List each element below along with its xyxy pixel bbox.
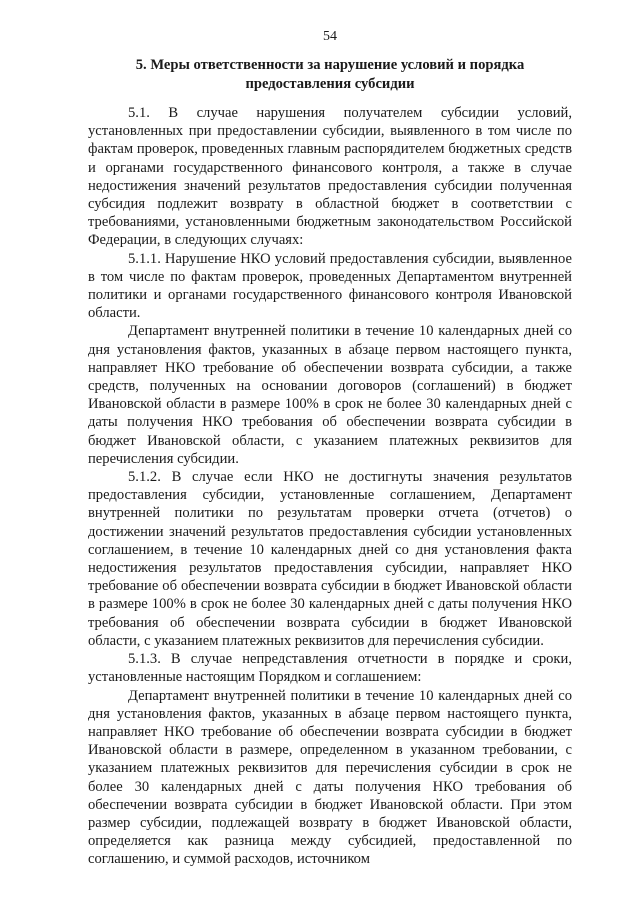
document-page <box>88 28 572 869</box>
paragraph-5-1-1-procedure: Департамент внутренней политики в течение 10 календарных дней со дня установления фактов, указанных в абзаце первом настоящего пункта, направляет НКО требование об обеспечении возврата субсидии, а также средств, полученных на основании договоров (соглашений) в бюджет Ивановской области в размере 100% в срок не более 30 календарных дней с даты получения НКО требования об обеспечении возврата субсидии в бюджет Ивановской области, с указанием платежных реквизитов для перечисления субсидии. <box>88 323 572 467</box>
paragraph-5-1-3: 5.1.3. В случае непредставления отчетности в порядке и сроки, установленные настоящим Порядком и соглашением: <box>88 651 572 686</box>
page-number: 54 <box>323 29 337 44</box>
section-title <box>88 56 572 94</box>
section-title-line-1: 5. Меры ответственности за нарушение условий и порядка <box>135 57 525 73</box>
paragraph-5-1-2: 5.1.2. В случае если НКО не достигнуты значения результатов предоставления субсидии, установленные соглашением, Департамент внутренней политики по результатам проверки отчета (отчетов) о достижении значений результатов предоставления субсидии установленных соглашением, в течение 10 календарных дней со дня установления факта недостижения результатов предоставления субсидии, направляет НКО требование об обеспечении возврата субсидии в бюджет Ивановской области в размере 100% в срок не более 30 календарных дней с даты получения НКО требования об обеспечении возврата субсидии в бюджет Ивановской области, с указанием платежных реквизитов для перечисления субсидии. <box>88 469 572 649</box>
paragraph-5-1-1: 5.1.1. Нарушение НКО условий предоставления субсидии, выявленное в том числе по фактам проверок, проведенных Департаментом внутренней политики и органами государственного финансового контроля Ивановской области. <box>88 250 572 322</box>
section-title-line-2: предоставления субсидии <box>245 76 415 92</box>
paragraph-5-1: 5.1. В случае нарушения получателем субсидии условий, установленных при предоставлении субсидии, выявленного в том числе по фактам проверок, проведенных главным распорядителем бюджетных средств и органами государственного финансового контроля, а также в случае недостижения значений результатов предоставления субсидии полученная субсидия подлежит возврату в областной бюджет в соответствии с требованиями, установленными бюджетным законодательством Российской Федерации, в следующих случаях: <box>88 105 572 249</box>
paragraph-5-1-3-procedure: Департамент внутренней политики в течение 10 календарных дней со дня установления фактов, указанных в абзаце первом настоящего пункта, направляет НКО требование об обеспечении возврата субсидии в бюджет Ивановской области в размере, определенном в указанном требовании, с указанием платежных реквизитов для перечисления субсидии в срок не более 30 календарных дней с даты получения НКО требования об обеспечении возврата субсидии в бюджет Ивановской области. При этом размер субсидии, подлежащей возврату в бюджет Ивановской области, определяется как разница между субсидией, предоставленной по соглашению, и суммой расходов, источником <box>88 687 572 868</box>
